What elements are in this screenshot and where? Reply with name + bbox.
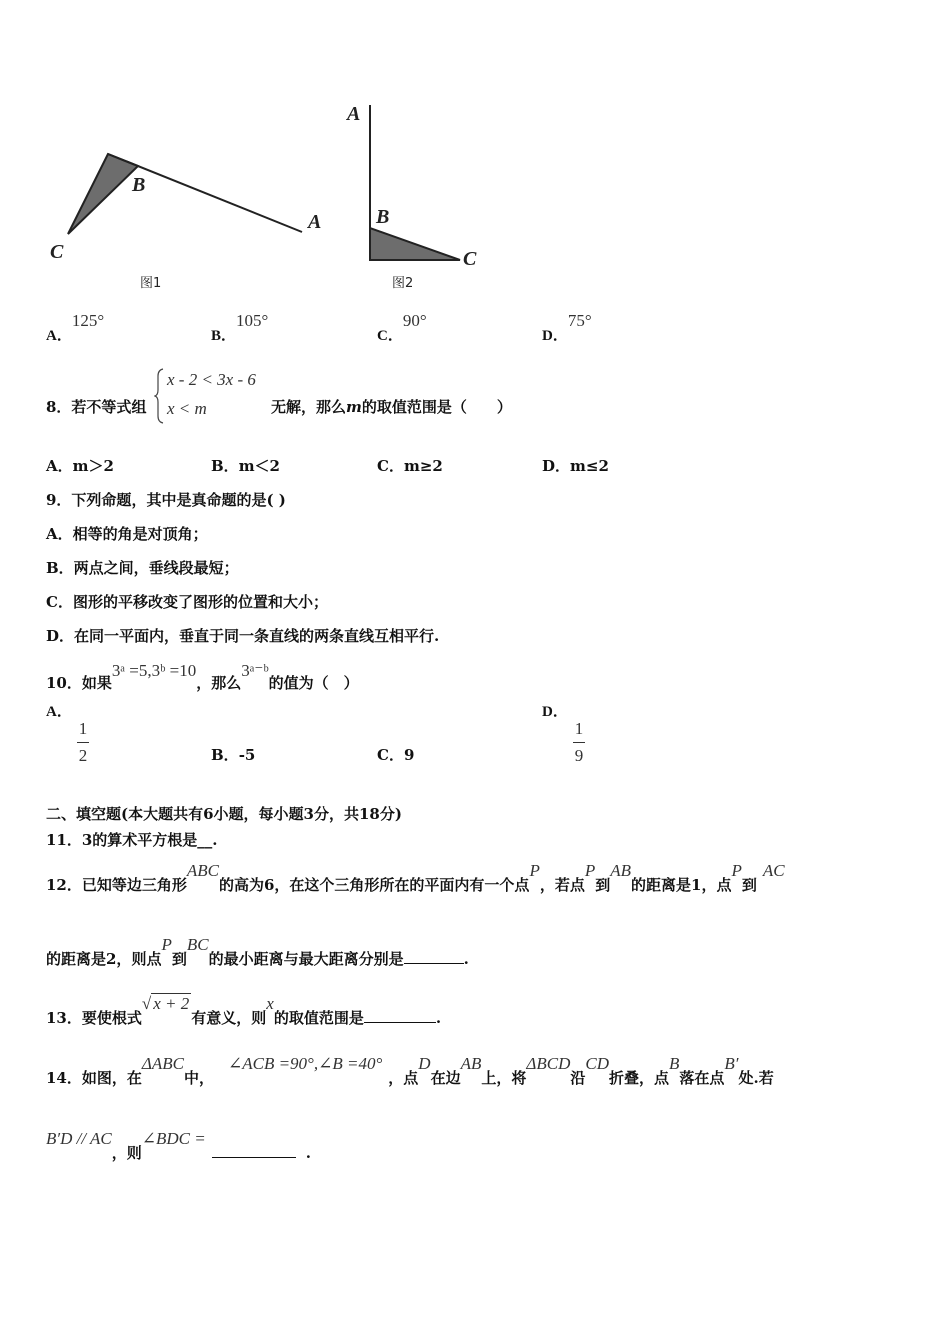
figure-2 <box>340 95 500 275</box>
q8-line2: x < m <box>167 399 207 418</box>
q8-prefix: 8．若不等式组 <box>46 398 147 416</box>
q10-expression: 3ᵃ⁻ᵇ <box>241 661 269 680</box>
q7-option-c[interactable] <box>377 310 427 344</box>
fig2-label-b: B <box>376 206 390 228</box>
q14-answer-blank[interactable] <box>212 1157 296 1158</box>
fig2-shaded-triangle <box>370 228 460 260</box>
option-value: 125° <box>71 311 105 330</box>
fig2-label-a: A <box>347 103 361 125</box>
fraction: $\frac{1}{2}$ <box>78 719 88 765</box>
q8-var-m: m <box>346 398 362 416</box>
q13-answer-blank[interactable] <box>364 1022 436 1023</box>
fig1-label-c: C <box>50 241 64 263</box>
q8-option-d[interactable]: D．m≤2 <box>542 457 609 475</box>
q13-line: 13．要使根式√ x + 2有意义，则x的取值范围是 . <box>46 994 442 1027</box>
q8-brace <box>154 368 164 424</box>
q9-option-a[interactable]: A．相等的角是对顶角； <box>46 525 208 543</box>
q10-option-b[interactable]: B．-5 <box>211 746 256 764</box>
option-label: B． <box>211 328 237 344</box>
fig1-label-a: A <box>308 211 322 233</box>
q9-option-c[interactable]: C．图形的平移改变了图形的位置和大小； <box>46 593 328 611</box>
option-value: 105° <box>236 311 269 330</box>
q11-text: 11．3的算术平方根是__. <box>46 831 218 849</box>
q12-answer-blank[interactable] <box>404 963 464 964</box>
q10-stem: 10．如果3ᵃ =5,3ᵇ =10，那么3ᵃ⁻ᵇ的值为（ ） <box>46 661 359 692</box>
option-label: D． <box>542 328 568 344</box>
q8-suffix: 无解，那么m的取值范围是（ ） <box>271 398 512 416</box>
figure-1 <box>40 140 340 300</box>
fig1-caption: 图1 <box>140 276 162 291</box>
q12-line1: 12．已知等边三角形ABC的高为6，在这个三角形所在的平面内有一个点P，若点P到AB的距离是1，点P到AC <box>46 861 785 894</box>
sqrt-radical: √ <box>141 994 152 1013</box>
fig2-label-c: C <box>463 248 477 270</box>
q8-option-c[interactable]: C．m≥2 <box>377 457 443 475</box>
q9-option-d[interactable]: D．在同一平面内，垂直于同一条直线的两条直线互相平行. <box>46 627 440 645</box>
q10-option-a[interactable]: A． $\frac{1}{2}$ <box>46 704 88 765</box>
q12-line2: 的距离是2，则点P到BC的最小距离与最大距离分别是 . <box>46 935 469 968</box>
q9-option-b[interactable]: B．两点之间，垂线段最短； <box>46 559 239 577</box>
option-label: C． <box>377 328 403 344</box>
section-2-heading: 二、填空题(本大题共有6小题，每小题3分，共18分) <box>46 805 402 823</box>
option-label: A． <box>46 328 72 344</box>
q10-condition: 3ᵃ =5,3ᵇ =10 <box>111 661 197 680</box>
option-value: 90° <box>402 311 427 330</box>
fig1-shaded-triangle <box>68 154 138 234</box>
fraction: $\frac{1}{9}$ <box>574 719 584 765</box>
q8-option-a[interactable]: A．m＞2 <box>46 457 114 475</box>
q9-stem: 9．下列命题，其中是真命题的是( ) <box>46 491 286 509</box>
q14-line2: B′D // AC，则∠BDC =. <box>46 1129 311 1162</box>
option-value: 75° <box>567 311 592 330</box>
q14-line1: 14．如图，在ΔABC中，∠ACB =90°,∠B =40°，点D在边AB上，将ΔBCD沿CD折叠，点B落在点B′处.若 <box>46 1054 774 1087</box>
q8-option-b[interactable]: B．m＜2 <box>211 457 280 475</box>
q7-option-b[interactable] <box>211 310 269 344</box>
fig1-label-b: B <box>132 174 146 196</box>
q10-option-c[interactable]: C．9 <box>377 746 415 764</box>
q10-option-d[interactable]: D． $\frac{1}{9}$ <box>542 704 584 765</box>
q7-option-d[interactable] <box>542 310 592 344</box>
q8-line1: x - 2 < 3x - 6 <box>167 370 256 389</box>
fig2-caption: 图2 <box>392 276 414 291</box>
q7-option-a[interactable] <box>46 310 105 344</box>
